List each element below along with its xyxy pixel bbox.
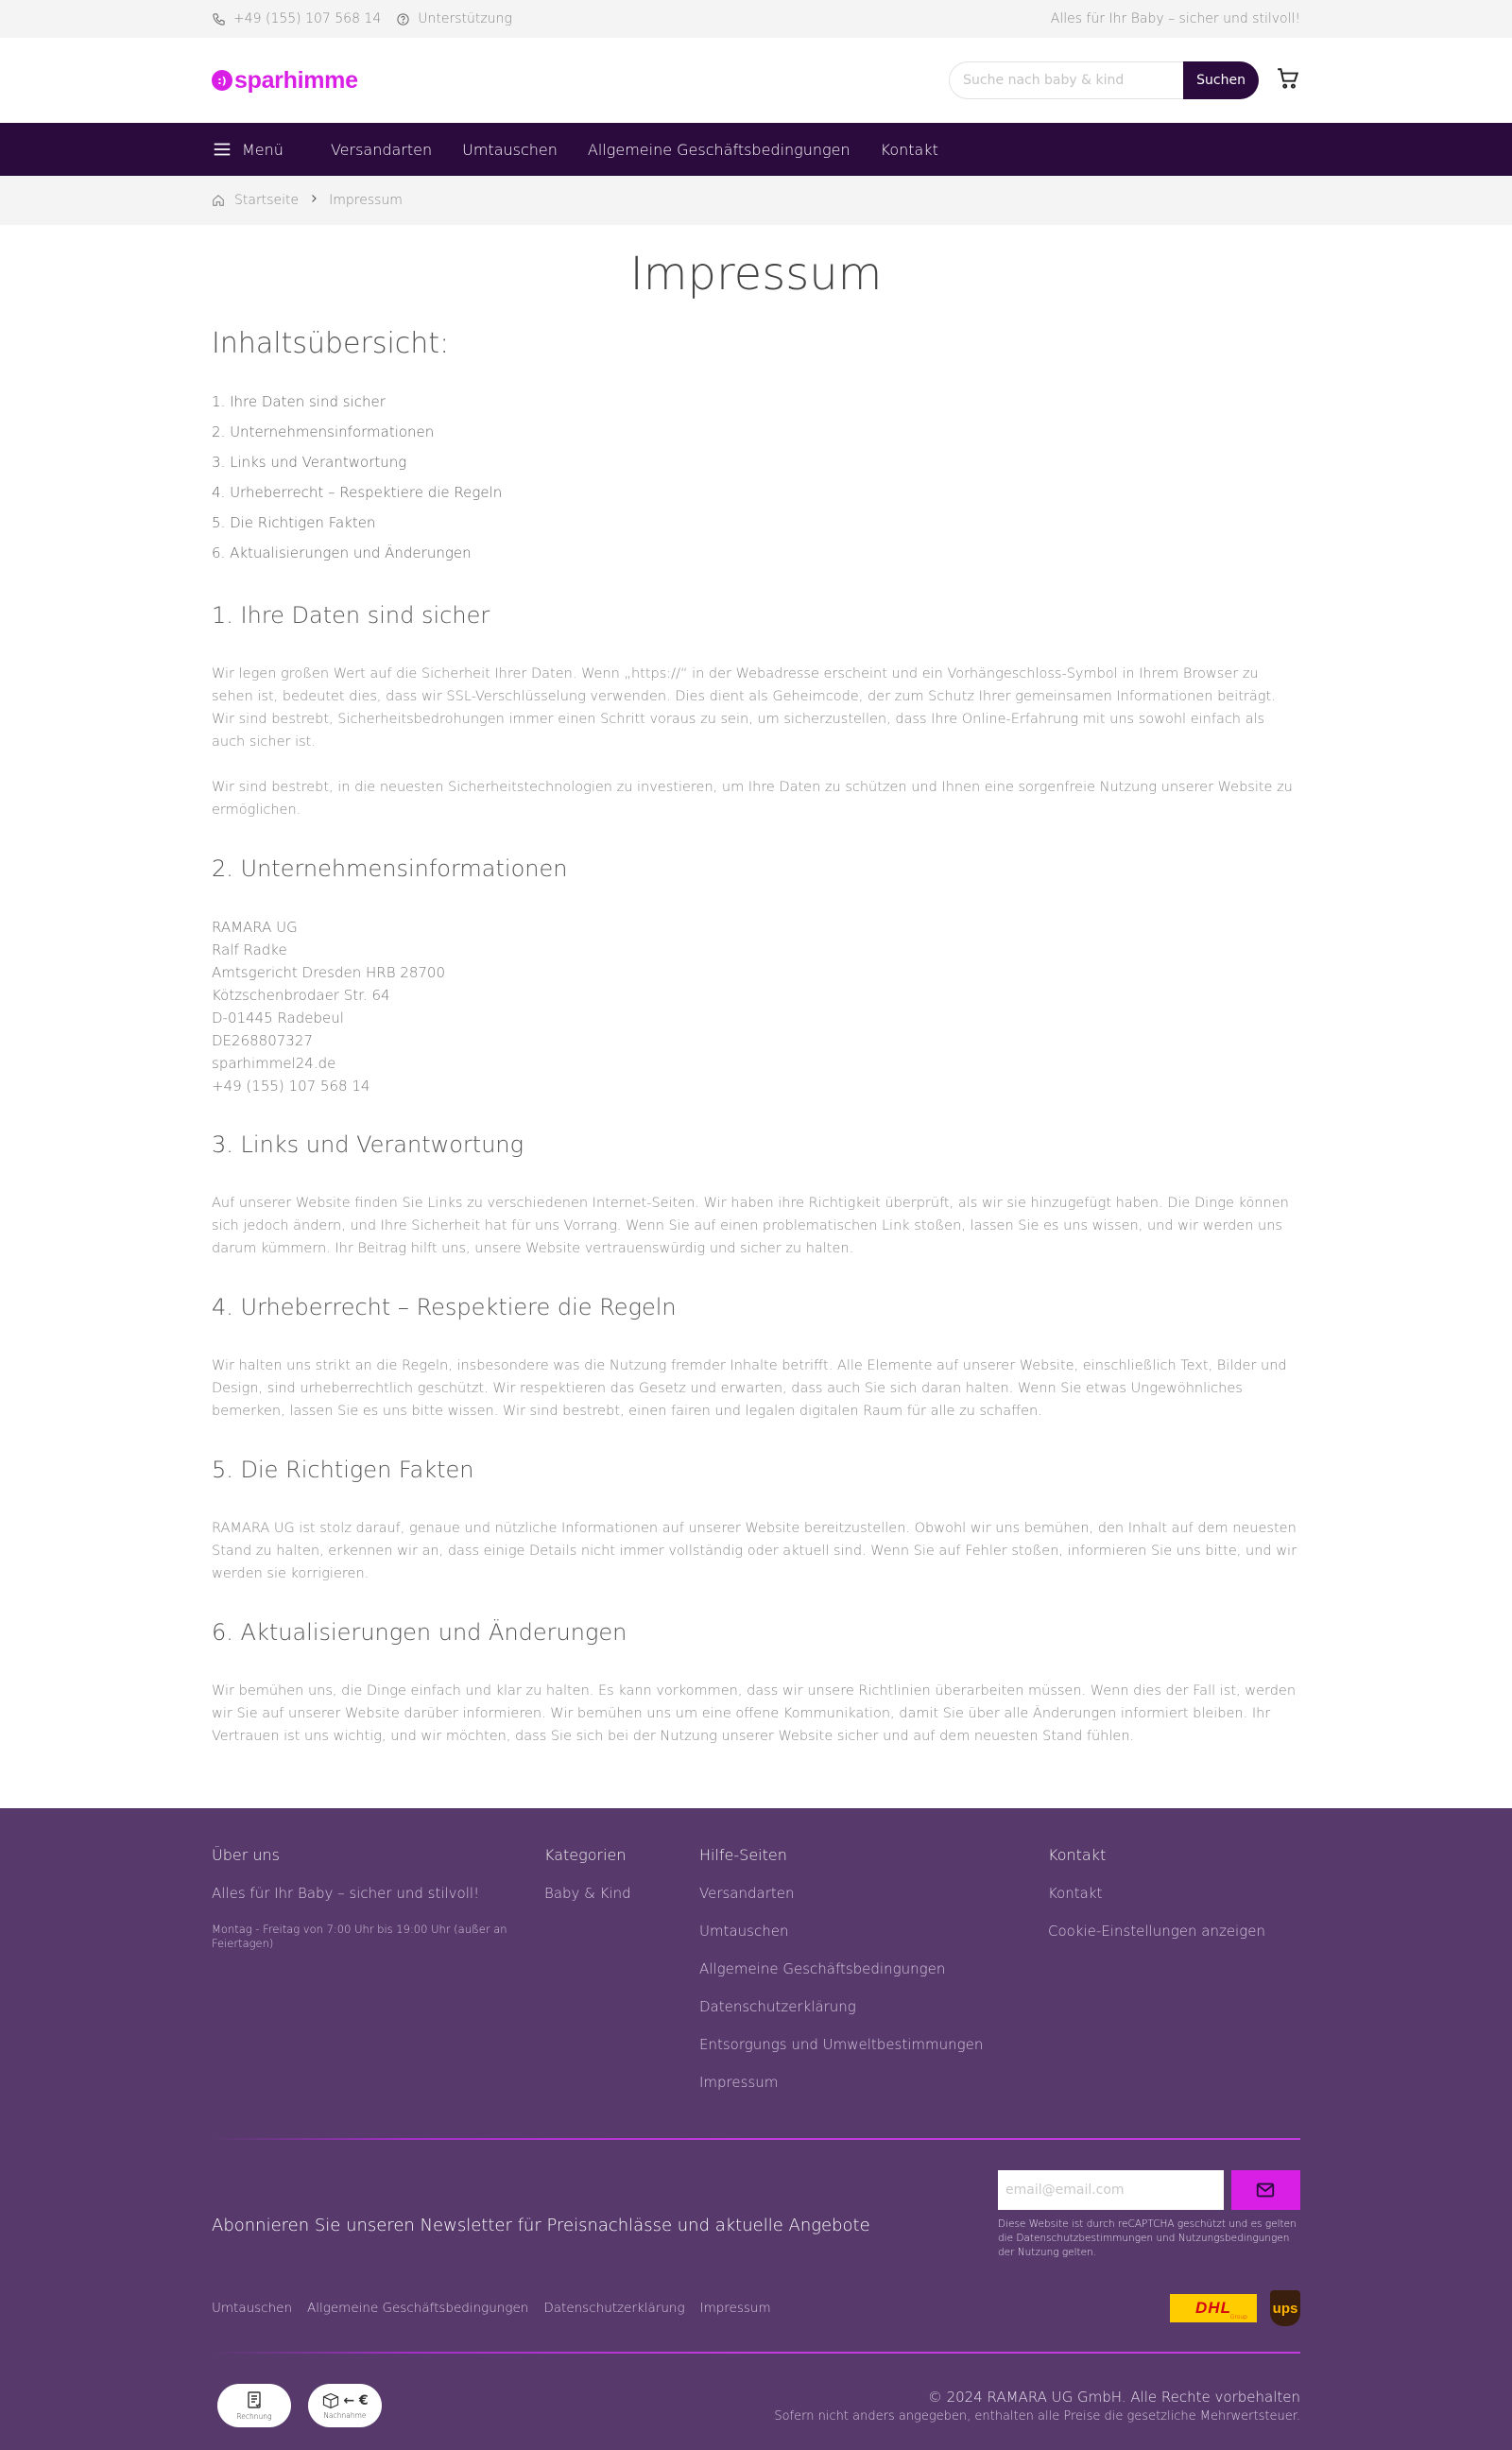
toc-item: 3. Links und Verantwortung [212, 454, 407, 471]
toc-item: 2. Unternehmensinformationen [212, 423, 435, 440]
newsletter-form [998, 2170, 1300, 2270]
footer-link-entsorgung[interactable]: Entsorgungs und Umweltbestimmungen [699, 2036, 984, 2053]
company-details [212, 916, 1300, 1097]
toc-item: 5. Die Richtigen Fakten [212, 514, 376, 531]
footer-bottom [212, 2354, 1300, 2427]
section-title: 2. Unternehmensinformationen [212, 855, 568, 882]
help-circle-icon [396, 12, 410, 26]
page-title: Impressum [629, 248, 883, 301]
footer-link-umtauschen[interactable]: Umtauschen [699, 1923, 789, 1940]
invoice-label: Rechnung [236, 2411, 272, 2421]
phone-number: +49 (155) 107 568 14 [233, 11, 382, 26]
footer-link-agb[interactable]: Allgemeine Geschäftsbedingungen [699, 1960, 946, 1977]
footer-divider [212, 2138, 1300, 2140]
company-phone: +49 (155) 107 568 14 [212, 1078, 370, 1095]
dhl-group-text: Group [1229, 2314, 1247, 2321]
logo[interactable] [212, 67, 358, 95]
section-paragraph: Wir bemühen uns, die Dinge einfach und klar zu halten. Es kann vorkommen, dass wir unsere Richtlinien überarbeiten müssen. Wenn dies der Fall ist, werden wir Sie auf unserer Website darüber informieren. Wir bemühen uns um eine offene Kommunikation, damit Sie über alle Änderungen informiert bleiben. Ihr Vertrauen ist uns wichtig, und wir möchten, dass Sie sich bei der Nutzung unserer Website sicher und auf dem neuesten Stand fühlen. [212, 1683, 1297, 1744]
footer-link-versandarten[interactable]: Versandarten [699, 1885, 795, 1902]
breadcrumb-home[interactable]: Startseite [234, 193, 300, 208]
footer [0, 1808, 1512, 2450]
package-icon [321, 2392, 340, 2409]
invoice-icon [243, 2391, 266, 2410]
company-register: Amtsgericht Dresden HRB 28700 [212, 964, 446, 981]
logo-smiley-icon: :) [212, 70, 232, 91]
section-data-security [212, 602, 1300, 821]
section-links [212, 1131, 1300, 1260]
search-input[interactable] [949, 61, 1183, 99]
breadcrumb-current: Impressum [329, 193, 403, 208]
footer-about-title: Über uns [212, 1846, 280, 1864]
ups-logo-text: ups [1272, 2300, 1298, 2317]
newsletter-text: Abonnieren Sie unseren Newsletter für Preisnachlässe und aktuelle Angebote [212, 2216, 870, 2235]
section-title: 6. Aktualisierungen und Änderungen [212, 1619, 627, 1646]
search-button[interactable]: Suchen [1183, 61, 1259, 99]
section-paragraph: Wir legen großen Wert auf die Sicherheit Ihrer Daten. Wenn „https://“ in der Webadresse erscheint und ein Vorhängeschloss-Symbol in Ihrem Browser zu sehen ist, bedeutet dies, dass wir SSL-Verschlüsselung verwenden. Dies dient als Geheimcode, der zum Schutz Ihrer gemeinsamen Informationen beiträgt. Wir sind bestrebt, Sicherheitsbedrohungen immer einen Schritt voraus zu sein, um sicherzustellen, dass Ihre Online-Erfahrung mit uns sowohl einfach als auch sicher ist. [212, 666, 1276, 750]
home-icon [212, 194, 225, 207]
vat-note: Sofern nicht anders angegeben, enthalten alle Preise die gesetzliche Mehrwertsteuer. [774, 2408, 1300, 2424]
hamburger-icon [212, 139, 232, 160]
footer-help [699, 1846, 1048, 2112]
newsletter-email-input[interactable] [998, 2170, 1224, 2210]
newsletter-submit-button[interactable] [1231, 2170, 1301, 2210]
toc-title: Inhaltsübersicht: [212, 327, 450, 360]
cod-badge [308, 2384, 382, 2427]
toc-item: 4. Urheberrecht – Respektiere die Regeln [212, 484, 503, 501]
ups-logo [1270, 2290, 1300, 2326]
toc-item: 6. Aktualisierungen und Änderungen [212, 544, 472, 561]
dhl-logo [1170, 2294, 1257, 2322]
top-bar [0, 0, 1512, 38]
topbar-tagline: Alles für Ihr Baby – sicher und stilvoll! [1050, 11, 1300, 26]
footer-link-impressum[interactable]: Impressum [699, 2074, 779, 2091]
support-label: Unterstützung [418, 11, 512, 26]
section-company-info [212, 855, 1300, 1097]
company-street: Kötzschenbrodaer Str. 64 [212, 987, 390, 1004]
shipping-carriers [1170, 2290, 1300, 2326]
company-city: D-01445 Radebeul [212, 1009, 344, 1027]
footer-tagline: Alles für Ihr Baby – sicher und stilvoll! [212, 1885, 480, 1902]
copyright-text: © 2024 RAMARA UG GmbH. Alle Rechte vorbehalten [927, 2388, 1300, 2406]
footer-bottom-links [212, 2270, 1300, 2346]
mail-icon [1255, 2180, 1276, 2200]
phone-link[interactable] [212, 11, 381, 26]
footer-about [212, 1846, 544, 2112]
section-facts [212, 1457, 1300, 1585]
footer-categories-title: Kategorien [544, 1846, 627, 1864]
phone-icon [212, 12, 226, 26]
section-paragraph: Wir sind bestrebt, in die neuesten Sicherheitstechnologien zu investieren, um Ihre Daten zu schützen und Ihnen eine sorgenfreie Nutzung unserer Website zu ermöglichen. [212, 780, 1293, 818]
dhl-logo-text: DHL [1195, 2299, 1231, 2317]
table-of-contents [212, 387, 1300, 568]
nav-item-kontakt[interactable]: Kontakt [880, 140, 938, 159]
menu-toggle[interactable] [212, 139, 284, 160]
logo-text: sparhimme [234, 66, 358, 94]
header [0, 38, 1512, 123]
bottom-link-agb[interactable]: Allgemeine Geschäftsbedingungen [307, 2301, 529, 2316]
recaptcha-note: Diese Website ist durch reCAPTCHA geschützt und es gelten die Datenschutzbestimmungen und Nutzungsbedingungen der Nutzung gelten. [998, 2218, 1297, 2258]
section-updates [212, 1619, 1300, 1748]
bottom-link-datenschutz[interactable]: Datenschutzerklärung [543, 2301, 685, 2316]
footer-link-kontakt[interactable]: Kontakt [1048, 1885, 1103, 1902]
invoice-badge [217, 2384, 291, 2427]
main-content [0, 225, 1512, 1808]
search-form [949, 61, 1259, 99]
support-link[interactable] [396, 11, 512, 26]
section-paragraph: RAMARA UG ist stolz darauf, genaue und nützliche Informationen auf unserer Website bereitzustellen. Obwohl wir uns bemühen, den Inhalt auf dem neuesten Stand zu halten, erkennen wir an, dass einige Details nicht immer vollständig oder aktuell sind. Wenn Sie auf Fehler stoßen, informieren Sie uns bitte, und wir werden sie korrigieren. [212, 1521, 1297, 1581]
section-paragraph: Wir halten uns strikt an die Regeln, insbesondere was die Nutzung fremder Inhalte betrifft. Alle Elemente auf unserer Website, einschließlich Text, Bilder und Design, sind urheberrechtlich geschützt. Wir respektieren das Gesetz und erwarten, dass auch Sie sich daran halten. Wenn Sie etwas Ungewöhnliches bemerken, lassen Sie es uns bitte wissen. Wir sind bestrebt, einen fairen und legalen digitalen Raum für alle zu schaffen. [212, 1358, 1287, 1419]
chevron-right-icon [308, 193, 319, 204]
footer-link-baby-kind[interactable]: Baby & Kind [544, 1885, 631, 1902]
menu-label: Menü [242, 140, 284, 159]
footer-help-title: Hilfe-Seiten [699, 1846, 787, 1864]
company-vat-id: DE268807327 [212, 1032, 313, 1049]
nav-item-versandarten[interactable]: Versandarten [330, 140, 433, 159]
company-owner: Ralf Radke [212, 941, 287, 958]
cod-symbol: ← € [343, 2392, 369, 2408]
nav-item-umtauschen[interactable]: Umtauschen [462, 140, 558, 159]
breadcrumb [0, 176, 1512, 225]
section-title: 5. Die Richtigen Fakten [212, 1457, 474, 1483]
shopping-cart-icon [1276, 66, 1300, 91]
newsletter [212, 2140, 1300, 2270]
toc-item: 1. Ihre Daten sind sicher [212, 393, 386, 410]
section-paragraph: Auf unserer Website finden Sie Links zu verschiedenen Internet-Seiten. Wir haben ihre Richtigkeit überprüft, als wir sie hinzugefügt haben. Die Dinge können sich jedoch ändern, und Ihre Sicherheit hat für uns Vorrang. Wenn Sie auf einen problematischen Link stoßen, lassen Sie es uns wissen, und wir werden uns darum kümmern. Ihr Beitrag hilft uns, unsere Website vertrauenswürdig und sicher zu halten. [212, 1196, 1289, 1256]
footer-link-cookie-settings[interactable]: Cookie-Einstellungen anzeigen [1048, 1923, 1265, 1940]
bottom-link-impressum[interactable]: Impressum [699, 2301, 771, 2316]
footer-hours: Montag - Freitag von 7:00 Uhr bis 19:00 Uhr (außer an Feiertagen) [212, 1923, 507, 1950]
nav-item-agb[interactable]: Allgemeine Geschäftsbedingungen [587, 140, 850, 159]
section-copyright [212, 1294, 1300, 1423]
section-title: 1. Ihre Daten sind sicher [212, 602, 490, 629]
main-nav [0, 123, 1512, 176]
footer-contact [1048, 1846, 1300, 2112]
footer-contact-title: Kontakt [1048, 1846, 1107, 1864]
company-name: RAMARA UG [212, 919, 298, 936]
cart-button[interactable] [1276, 66, 1300, 95]
footer-categories [544, 1846, 699, 2112]
cod-label: Nachnahme [323, 2410, 367, 2420]
section-title: 3. Links und Verantwortung [212, 1131, 524, 1158]
company-website: sparhimmel24.de [212, 1055, 336, 1072]
bottom-link-umtauschen[interactable]: Umtauschen [212, 2301, 293, 2316]
footer-link-datenschutz[interactable]: Datenschutzerklärung [699, 1998, 856, 2015]
payment-badges [217, 2384, 382, 2427]
section-title: 4. Urheberrecht – Respektiere die Regeln [212, 1294, 677, 1320]
